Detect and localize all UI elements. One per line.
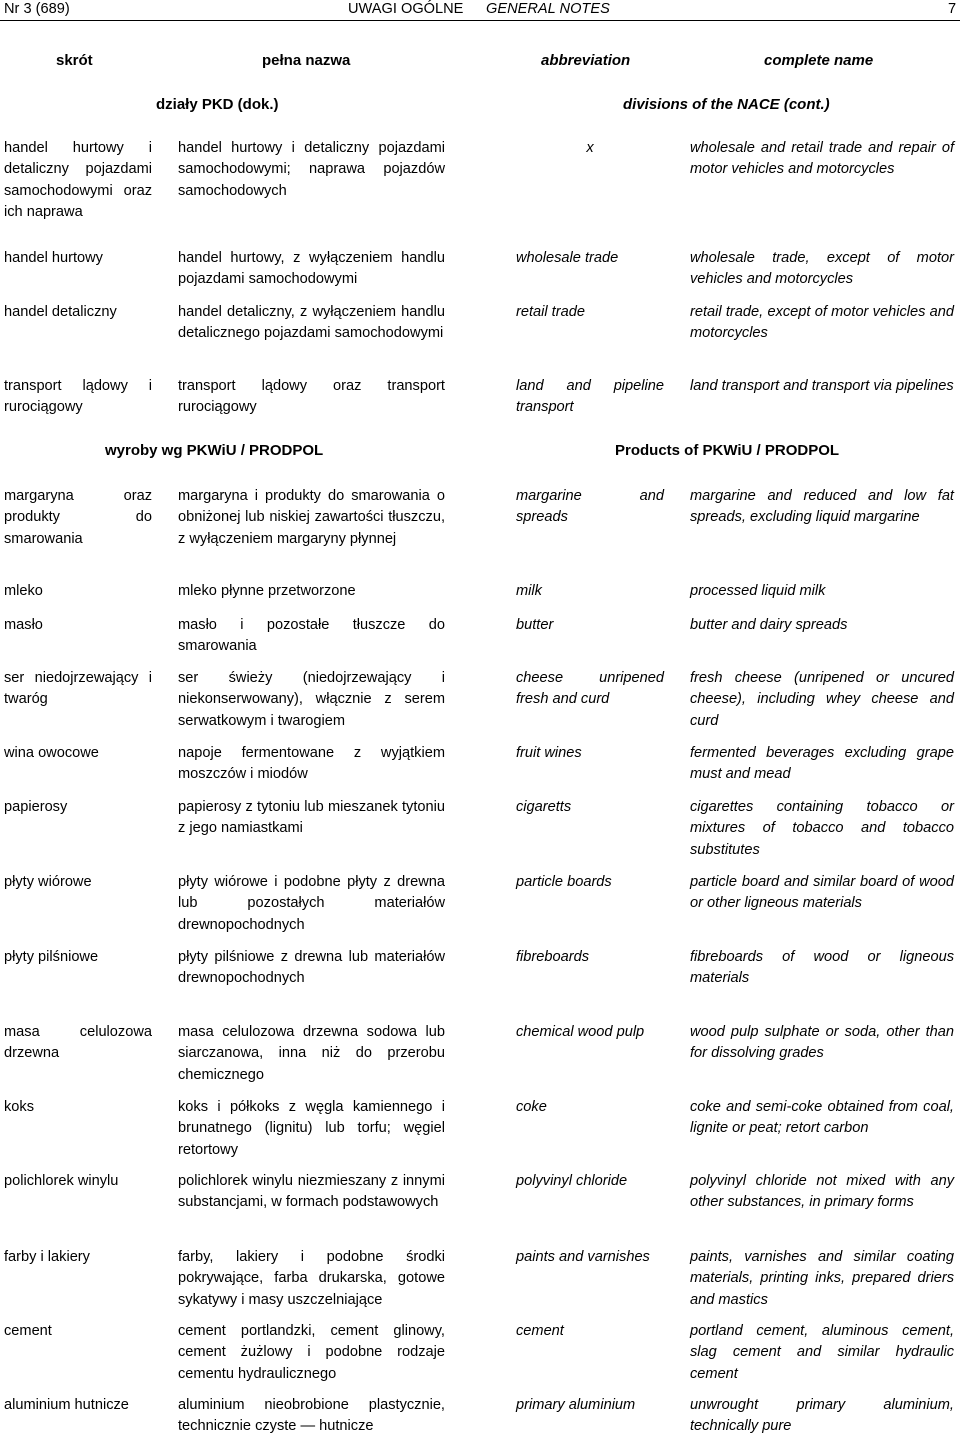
cell-full-en: land transport and transport via pipelines xyxy=(690,378,954,394)
cell-full-pl: napoje fermentowane z wyjątkiem moszczów i miodów xyxy=(178,745,445,783)
cell-full-en: wholesale and retail trade and repair of motor vehicles and motorcycles xyxy=(690,140,954,178)
cell-full-pl: polichlorek winylu niezmieszany z innymi substancjami, w formach podstawowych xyxy=(178,1173,445,1211)
header-title-pl: UWAGI OGÓLNE xyxy=(348,1,464,17)
cell-abbr-en: retail trade xyxy=(516,304,585,320)
cell-full-en: cigarettes containing tobacco or mixtures of tobacco and tobacco substitutes xyxy=(690,799,954,858)
cell-abbr-pl: ser niedojrzewający i twaróg xyxy=(4,670,152,708)
cell-full-pl: ser świeży (niedojrzewający i niekonserwowany), włącznie z serem serwatkowym i twarogiem xyxy=(178,670,445,729)
header-title-en: GENERAL NOTES xyxy=(486,1,610,17)
section-pkwiu-en: Products of PKWiU / PRODPOL xyxy=(615,442,840,459)
cell-abbr-pl: handel hurtowy xyxy=(4,250,103,266)
cell-abbr-pl: handel hurtowy i detaliczny pojazdami samochodowymi oraz ich naprawa xyxy=(4,140,152,220)
cell-abbr-pl: transport lądowy i rurociągowy xyxy=(4,378,152,416)
cell-full-en: particle board and similar board of wood or other ligneous materials xyxy=(690,874,954,912)
cell-full-en: fresh cheese (unripened or uncured cheese), including whey cheese and curd xyxy=(690,670,954,729)
cell-abbr-en: primary aluminium xyxy=(516,1397,636,1413)
cell-abbr-en: coke xyxy=(516,1099,547,1115)
cell-abbr-pl: margaryna oraz produkty do smarowania xyxy=(4,488,152,547)
cell-abbr-pl: koks xyxy=(4,1099,35,1115)
cell-full-pl: płyty wiórowe i podobne płyty z drewna lub pozostałych materiałów drewnopochodnych xyxy=(178,874,445,933)
cell-abbr-en: margarine and spreads xyxy=(516,488,664,526)
cell-full-pl: farby, lakiery i podobne środki pokrywające, farba drukarska, gotowe sykatywy i masy uszczelniające xyxy=(178,1249,445,1308)
running-header xyxy=(0,0,960,21)
cell-abbr-pl: cement xyxy=(4,1323,52,1339)
cell-full-pl: płyty pilśniowe z drewna lub materiałów drewnopochodnych xyxy=(178,949,445,987)
cell-full-en: paints, varnishes and similar coating materials, printing inks, prepared driers and mastics xyxy=(690,1249,954,1308)
cell-full-en: butter and dairy spreads xyxy=(690,617,848,633)
col-abbr-pl: skrót xyxy=(56,52,93,69)
cell-full-pl: koks i półkoks z węgla kamiennego i brunatnego (lignitu) lub torfu; węgiel retortowy xyxy=(178,1099,445,1158)
cell-abbr-en: particle boards xyxy=(516,874,612,890)
cell-full-pl: mleko płynne przetworzone xyxy=(178,583,356,599)
section-nace-pl: działy PKD (dok.) xyxy=(156,96,279,113)
cell-full-en: fermented beverages excluding grape must and mead xyxy=(690,745,954,783)
cell-abbr-en: milk xyxy=(516,583,542,599)
cell-full-pl: margaryna i produkty do smarowania o obniżonej lub niskiej zawartości tłuszczu, z wyłączeniem margaryny płynnej xyxy=(178,488,445,547)
cell-full-en: portland cement, aluminous cement, slag cement and similar hydraulic cement xyxy=(690,1323,954,1382)
cell-abbr-en: wholesale trade xyxy=(516,250,619,266)
page-number: 7 xyxy=(948,1,957,17)
cell-abbr-pl: handel detaliczny xyxy=(4,304,117,320)
cell-abbr-en: fruit wines xyxy=(516,745,582,761)
col-abbr-en: abbreviation xyxy=(541,52,631,69)
cell-abbr-en: x xyxy=(586,140,594,156)
cell-abbr-en: fibreboards xyxy=(516,949,590,965)
cell-abbr-en: land and pipeline transport xyxy=(516,378,664,416)
cell-full-en: wholesale trade, except of motor vehicles and motorcycles xyxy=(690,250,954,288)
cell-abbr-en: chemical wood pulp xyxy=(516,1024,645,1040)
cell-full-en: fibreboards of wood or ligneous materials xyxy=(690,949,954,987)
cell-full-pl: masło i pozostałe tłuszcze do smarowania xyxy=(178,617,445,655)
cell-full-en: polyvinyl chloride not mixed with any other substances, in primary forms xyxy=(690,1173,954,1211)
cell-full-pl: papierosy z tytoniu lub mieszanek tytoniu z jego namiastkami xyxy=(178,799,445,837)
cell-abbr-pl: farby i lakiery xyxy=(4,1249,90,1265)
col-full-en: complete name xyxy=(764,52,874,69)
col-full-pl: pełna nazwa xyxy=(262,52,351,69)
cell-full-pl: aluminium nieobrobione plastycznie, technicznie czyste — hutnicze xyxy=(178,1397,445,1435)
cell-abbr-pl: papierosy xyxy=(4,799,68,815)
cell-full-pl: handel hurtowy, z wyłączeniem handlu pojazdami samochodowymi xyxy=(178,250,445,288)
page-ref: Nr 3 (689) xyxy=(4,1,70,17)
cell-abbr-pl: masa celulozowa drzewna xyxy=(4,1024,152,1062)
cell-full-en: unwrought primary aluminium, technically pure xyxy=(690,1397,954,1435)
cell-full-pl: masa celulozowa drzewna sodowa lub siarczanowa, inna niż do przerobu chemicznego xyxy=(178,1024,445,1083)
cell-abbr-pl: masło xyxy=(4,617,43,633)
cell-abbr-en: cigaretts xyxy=(516,799,572,815)
cell-abbr-en: cement xyxy=(516,1323,564,1339)
cell-abbr-en: polyvinyl chloride xyxy=(516,1173,628,1189)
cell-abbr-pl: wina owocowe xyxy=(4,745,99,761)
cell-abbr-pl: aluminium hutnicze xyxy=(4,1397,129,1413)
cell-abbr-pl: płyty pilśniowe xyxy=(4,949,99,965)
cell-abbr-en: butter xyxy=(516,617,554,633)
cell-abbr-pl: mleko xyxy=(4,583,43,599)
cell-full-pl: cement portlandzki, cement glinowy, cement żużlowy i podobne rodzaje cementu hydraulicznego xyxy=(178,1323,445,1382)
cell-full-pl: handel hurtowy i detaliczny pojazdami samochodowymi; naprawa pojazdów samochodowych xyxy=(178,140,445,199)
cell-full-en: coke and semi-coke obtained from coal, lignite or peat; retort carbon xyxy=(690,1099,954,1137)
cell-full-en: margarine and reduced and low fat spreads, excluding liquid margarine xyxy=(690,488,954,526)
cell-abbr-pl: polichlorek winylu xyxy=(4,1173,119,1189)
cell-full-pl: handel detaliczny, z wyłączeniem handlu detalicznego pojazdami samochodowymi xyxy=(178,304,445,342)
cell-full-en: retail trade, except of motor vehicles and motorcycles xyxy=(690,304,954,342)
cell-abbr-en: paints and varnishes xyxy=(516,1249,650,1265)
cell-abbr-pl: płyty wiórowe xyxy=(4,874,92,890)
cell-full-pl: transport lądowy oraz transport rurociągowy xyxy=(178,378,445,416)
section-pkwiu-pl: wyroby wg PKWiU / PRODPOL xyxy=(105,442,324,459)
cell-full-en: processed liquid milk xyxy=(690,583,826,599)
section-nace-en: divisions of the NACE (cont.) xyxy=(623,96,830,113)
cell-abbr-en: cheese unripened fresh and curd xyxy=(516,670,664,708)
cell-full-en: wood pulp sulphate or soda, other than for dissolving grades xyxy=(690,1024,954,1062)
